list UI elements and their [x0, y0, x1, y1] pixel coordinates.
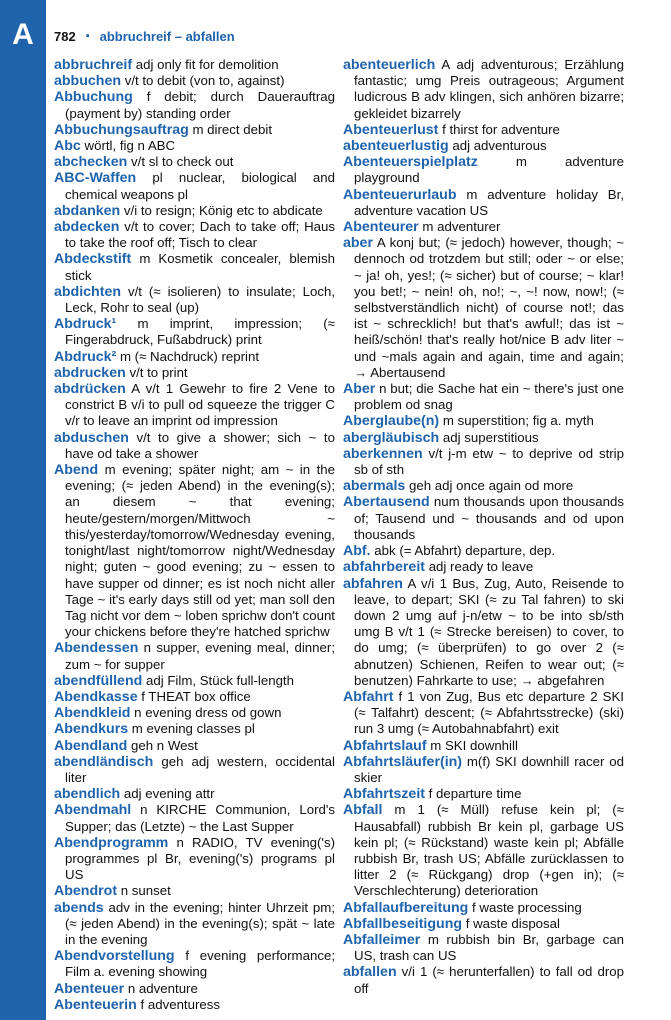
- entry-definition: n RADIO, TV evening('s) programmes pl Br, evening('s) programs pl US: [65, 834, 335, 883]
- entry-definition: v/t to print: [129, 364, 188, 380]
- dictionary-entry: [343, 900, 624, 916]
- dictionary-entry: [54, 981, 335, 997]
- entry-headword: Abendkurs: [54, 721, 129, 738]
- entry-headword: Abfalleimer: [343, 931, 421, 948]
- dictionary-entry: [54, 705, 335, 721]
- dictionary-entry: [343, 187, 624, 219]
- dictionary-entry: [343, 413, 624, 429]
- entry-headword: abdrücken: [54, 381, 126, 398]
- entry-headword: Aber: [343, 381, 376, 398]
- entry-headword: abdrucken: [54, 364, 126, 381]
- entry-headword: abbruchreif: [54, 57, 133, 73]
- entry-definition: adj adventurous: [452, 138, 547, 154]
- right-column: [343, 57, 624, 997]
- entry-definition: v/t to give a shower; sich ~ to have od take a shower: [65, 429, 335, 461]
- entry-definition: adj only fit for demolition: [135, 57, 279, 72]
- dictionary-entry: [343, 689, 624, 738]
- entry-definition: A v/t 1 Gewehr to fire 2 Vene to constrict B v/i to pull od squeeze the trigger C v/r to leave an imprint od impression: [65, 381, 335, 429]
- entry-definition: m Kosmetik concealer, blemish stick: [65, 251, 335, 283]
- entry-headword: abfahren: [343, 575, 403, 592]
- dictionary-entry: [343, 430, 624, 446]
- entry-headword: Abfahrtsläufer(in): [343, 753, 463, 770]
- entry-headword: Abenteuerurlaub: [343, 186, 457, 203]
- entry-definition: m 1 (≈ Müll) refuse kein pl; (≈ Hausabfall) rubbish Br kein pl, garbage US kein pl; (≈ Rückstand) waste kein pl; Abfälle rubbish Br, trash US; Abfälle zurücklassen to litter 2 (≈ Rückgang) drop (+gen in); (≈ Verschlechterung) deterioration: [354, 802, 624, 899]
- entry-definition: m(f) SKI downhill racer od skier: [354, 753, 624, 785]
- thumb-index-tab: [0, 0, 46, 1020]
- dictionary-entry: [54, 689, 335, 705]
- dictionary-entry: [54, 284, 335, 316]
- entry-definition: n evening dress od gown: [134, 705, 282, 721]
- dictionary-entry: [54, 738, 335, 754]
- entry-definition: f debit; durch Dauerauftrag (payment by) standing order: [65, 89, 335, 121]
- left-column: [54, 57, 335, 1013]
- page-number: 782: [54, 28, 76, 44]
- entry-headword: Abfahrtslauf: [343, 737, 427, 754]
- entry-definition: pl nuclear, biological and chemical weapons pl: [65, 170, 335, 202]
- entry-definition: f departure time: [428, 786, 522, 802]
- entry-definition: m (≈ Nachdruck) reprint: [119, 348, 260, 364]
- entry-headword: Abfallaufbereitung: [343, 899, 469, 916]
- entry-headword: abends: [54, 899, 104, 916]
- entry-definition: n KIRCHE Communion, Lord's Supper; das (Letzte) ~ the Last Supper: [65, 802, 336, 834]
- entry-headword: abergläubisch: [343, 429, 440, 446]
- entry-headword: abermals: [343, 478, 406, 495]
- entry-definition: wörtl, fig n ABC: [84, 138, 176, 154]
- entry-definition: f THEAT box office: [141, 688, 251, 704]
- dictionary-entry: [54, 251, 335, 283]
- entry-definition: m evening classes pl: [131, 721, 255, 737]
- entry-headword: abenteuerlustig: [343, 138, 449, 155]
- dictionary-entry: [343, 754, 624, 786]
- entry-headword: Abendkleid: [54, 705, 131, 722]
- thumb-index-letter: A: [12, 18, 34, 51]
- entry-headword: aberkennen: [343, 445, 423, 462]
- entry-definition: v/t sl to check out: [131, 154, 234, 170]
- dictionary-entry: [343, 738, 624, 754]
- dictionary-entry: [54, 203, 335, 219]
- entry-headword: abendfüllend: [54, 672, 143, 689]
- dictionary-entry: [54, 754, 335, 786]
- dictionary-entry: [54, 349, 335, 365]
- entry-definition: m superstition; fig a. myth: [442, 413, 594, 429]
- entry-headword: abduschen: [54, 429, 129, 446]
- entry-definition: v/i to resign; König etc to abdicate: [123, 202, 323, 218]
- dictionary-entry: [54, 316, 335, 348]
- dictionary-entry: [343, 122, 624, 138]
- entry-definition: adj Film, Stück full-length: [145, 672, 294, 688]
- dictionary-entry: [343, 932, 624, 964]
- entry-definition: n supper, evening meal, dinner; zum ~ for supper: [65, 640, 335, 672]
- dictionary-entry: [54, 786, 335, 802]
- dictionary-entry: [343, 964, 624, 996]
- entry-definition: f evening performance; Film a. evening showing: [65, 948, 335, 980]
- entry-headword: Abfahrtszeit: [343, 786, 425, 803]
- entry-definition: geh adj once again od more: [409, 478, 574, 494]
- entry-headword: Abend: [54, 462, 99, 479]
- entry-definition: f waste disposal: [465, 915, 560, 931]
- entry-headword: Abc: [54, 138, 81, 155]
- entry-definition: m imprint, impression; (≈ Fingerabdruck, Fußabdruck) print: [65, 316, 335, 348]
- entry-headword: abdanken: [54, 202, 121, 219]
- entry-definition: n sunset: [120, 883, 171, 899]
- entry-headword: Abendland: [54, 737, 128, 754]
- entry-definition: A v/i 1 Bus, Zug, Auto, Reisende to leave, to depart; SKI (≈ zu Tal fahren) to ski down 2 umg auf j-n/etw ~ to be into sb/sth umg B v/t 1 (≈ Strecke bereisen) to cover, to do umg; (≈ überprüfen) to go over 2 (≈ abnutzen) Schienen, Reifen to wear out; (≈ benutzen) Fahrkarte to use; → abgefahren: [354, 575, 624, 688]
- entry-headword: Abenteuerspielplatz: [343, 154, 478, 171]
- entry-definition: geh n West: [131, 737, 198, 753]
- entry-definition: adj ready to leave: [428, 559, 534, 575]
- dictionary-entry: [54, 73, 335, 89]
- dictionary-entry: [54, 673, 335, 689]
- entry-definition: n adventure: [127, 980, 198, 996]
- dictionary-entry: [343, 235, 624, 381]
- entry-definition: v/t j-m etw ~ to deprive od strip sb of sth: [354, 445, 624, 478]
- dictionary-entry: [343, 57, 624, 122]
- entry-headword: abbuchen: [54, 73, 122, 90]
- entry-definition: v/t to cover; Dach to take off; Haus to take the roof off; Tisch to clear: [65, 219, 335, 251]
- dictionary-entry: [54, 721, 335, 737]
- guide-words: abbruchreif – abfallen: [99, 28, 235, 44]
- dictionary-entry: [343, 154, 624, 186]
- entry-definition: f thirst for adventure: [442, 121, 560, 137]
- page-header: [54, 26, 654, 46]
- dictionary-entry: [54, 430, 335, 462]
- dictionary-entry: [343, 802, 624, 899]
- entry-headword: abendländisch: [54, 753, 154, 770]
- dictionary-entry: [54, 365, 335, 381]
- entry-definition: m SKI downhill: [430, 737, 518, 753]
- entry-headword: Abf.: [343, 543, 371, 560]
- entry-headword: Abfallbeseitigung: [343, 915, 463, 932]
- entry-definition: m adventure playground: [354, 154, 624, 186]
- entry-headword: Abendessen: [54, 640, 139, 657]
- entry-headword: Abendmahl: [54, 802, 132, 819]
- entry-headword: Abendprogramm: [54, 834, 169, 851]
- entry-definition: geh adj western, occidental liter: [65, 753, 335, 785]
- entry-headword: abchecken: [54, 154, 128, 171]
- dictionary-entry: [54, 900, 335, 949]
- entry-headword: abendlich: [54, 786, 121, 803]
- entry-headword: Abendrot: [54, 883, 118, 900]
- entry-definition: num thousands upon thousands of; Tausend und ~ thousands and od upon thousands: [354, 494, 624, 542]
- entry-definition: n but; die Sache hat ein ~ there's just one problem od snag: [354, 381, 624, 413]
- entry-definition: f waste processing: [472, 899, 582, 915]
- dictionary-entry: [54, 883, 335, 899]
- entry-definition: f adventuress: [140, 996, 221, 1012]
- dictionary-entry: [54, 835, 335, 884]
- dictionary-entry: [343, 916, 624, 932]
- entry-headword: Abdeckstift: [54, 251, 132, 268]
- entry-headword: Abfahrt: [343, 688, 394, 705]
- entry-headword: ABC-Waffen: [54, 170, 137, 187]
- dictionary-entry: [343, 576, 624, 689]
- dictionary-entry: [54, 997, 335, 1013]
- entry-definition: A adj adventurous; Erzählung fantastic; umg Preis outrageous; Argument ludicrous B adv klingen, sich anhören bizarre; gekleidet bizarrely: [354, 57, 624, 121]
- dictionary-entry: [343, 786, 624, 802]
- entry-definition: m adventurer: [422, 219, 501, 235]
- dictionary-entry: [54, 802, 335, 834]
- entry-definition: f 1 von Zug, Bus etc departure 2 SKI (≈ Talfahrt) descent; (≈ Abfahrtsstrecke) (ski) run 3 umg (≈ Autobahnabfahrt) exit: [354, 688, 624, 737]
- dictionary-entry: [343, 138, 624, 154]
- entry-definition: v/t (≈ isolieren) to insulate; Loch, Leck, Rohr to seal (up): [65, 283, 336, 316]
- dictionary-entry: [343, 219, 624, 235]
- entry-headword: aber: [343, 235, 373, 252]
- entry-definition: v/i 1 (≈ herunterfallen) to fall od drop off: [354, 964, 624, 996]
- dictionary-entry: [54, 640, 335, 672]
- dictionary-entry: [343, 446, 624, 478]
- dictionary-entry: [54, 89, 335, 121]
- entry-headword: Aberglaube(n): [343, 413, 440, 430]
- dictionary-entry: [343, 543, 624, 559]
- entry-definition: adv in the evening; hinter Uhrzeit pm; (≈ jeden Abend) in the evening(s); spät ~ late in the evening: [65, 899, 336, 947]
- entry-definition: A konj but; (≈ jedoch) however, though; ~ dennoch od trotzdem but still; oder ~ or else; ~ ja! oh, yes!; (≈ sicher) but of course; ~ klar! you bet!; ~ nein! oh, no!; ~, ~! now, now!; (≈ selbstverständlich nicht) of course not!; das ist ~ schrecklich! but that's awful!; das ist ~ heiß/schön! that's really hot/nice B adv liter ~ und ~mals again and again, time and again; → Abertausend: [354, 235, 625, 380]
- entry-headword: abenteuerlich: [343, 57, 436, 73]
- dictionary-entry: [343, 559, 624, 575]
- entry-headword: Abdruck¹: [54, 316, 117, 333]
- entry-headword: Abenteuerin: [54, 996, 137, 1013]
- header-bullet-icon: ▪: [85, 30, 90, 42]
- entry-headword: Abenteuer: [54, 980, 125, 997]
- dictionary-entry: [54, 122, 335, 138]
- entry-headword: Abenteuerlust: [343, 121, 439, 138]
- entry-headword: Abendkasse: [54, 688, 138, 705]
- entry-definition: adj evening attr: [123, 786, 215, 802]
- dictionary-entry: [54, 138, 335, 154]
- entry-headword: abfallen: [343, 964, 397, 981]
- entry-headword: Abbuchung: [54, 89, 133, 106]
- dictionary-entry: [54, 154, 335, 170]
- entry-headword: Abenteurer: [343, 219, 419, 236]
- dictionary-entry: [54, 462, 335, 640]
- dictionary-entry: [54, 948, 335, 980]
- entry-definition: m rubbish bin Br, garbage can US, trash can US: [354, 931, 624, 964]
- dictionary-entry: [54, 170, 335, 202]
- entry-headword: Abbuchungsauftrag: [54, 121, 189, 138]
- entry-definition: v/t to debit (von to, against): [124, 73, 285, 89]
- entry-definition: m adventure holiday Br, adventure vacation US: [354, 186, 625, 218]
- entry-headword: Abfall: [343, 802, 383, 819]
- dictionary-entry: [343, 494, 624, 543]
- entry-definition: abk (= Abfahrt) departure, dep.: [374, 543, 556, 559]
- dictionary-entry: [54, 219, 335, 251]
- entry-headword: abdichten: [54, 283, 122, 300]
- dictionary-entry: [343, 381, 624, 413]
- entry-headword: Abdruck²: [54, 348, 117, 365]
- dictionary-entry: [54, 381, 335, 430]
- entry-definition: m direct debit: [192, 121, 273, 137]
- entry-headword: Abendvorstellung: [54, 948, 175, 965]
- entry-headword: abdecken: [54, 219, 120, 236]
- dictionary-entry: [54, 57, 335, 73]
- entry-definition: adj superstitious: [442, 429, 539, 445]
- dictionary-entry: [343, 478, 624, 494]
- entry-definition: m evening; später night; am ~ in the evening; (≈ jeden Abend) in the evening(s); an diesem ~ that evening; heute/gestern/morgen/Mittwoch ~ this/yesterday/tomorrow/Wednesday evening, tonight/last night/tomorrow night/Wednesday night; guten ~ good evening; zu ~ essen to have supper od dinner; es ist noch nicht aller Tage ~ it's early days still od yet; man soll den Tag nicht vor dem ~ loben sprichw don't count your chickens before they're hatched sprichw: [65, 462, 335, 640]
- entry-headword: Abertausend: [343, 494, 430, 511]
- entry-headword: abfahrbereit: [343, 559, 425, 576]
